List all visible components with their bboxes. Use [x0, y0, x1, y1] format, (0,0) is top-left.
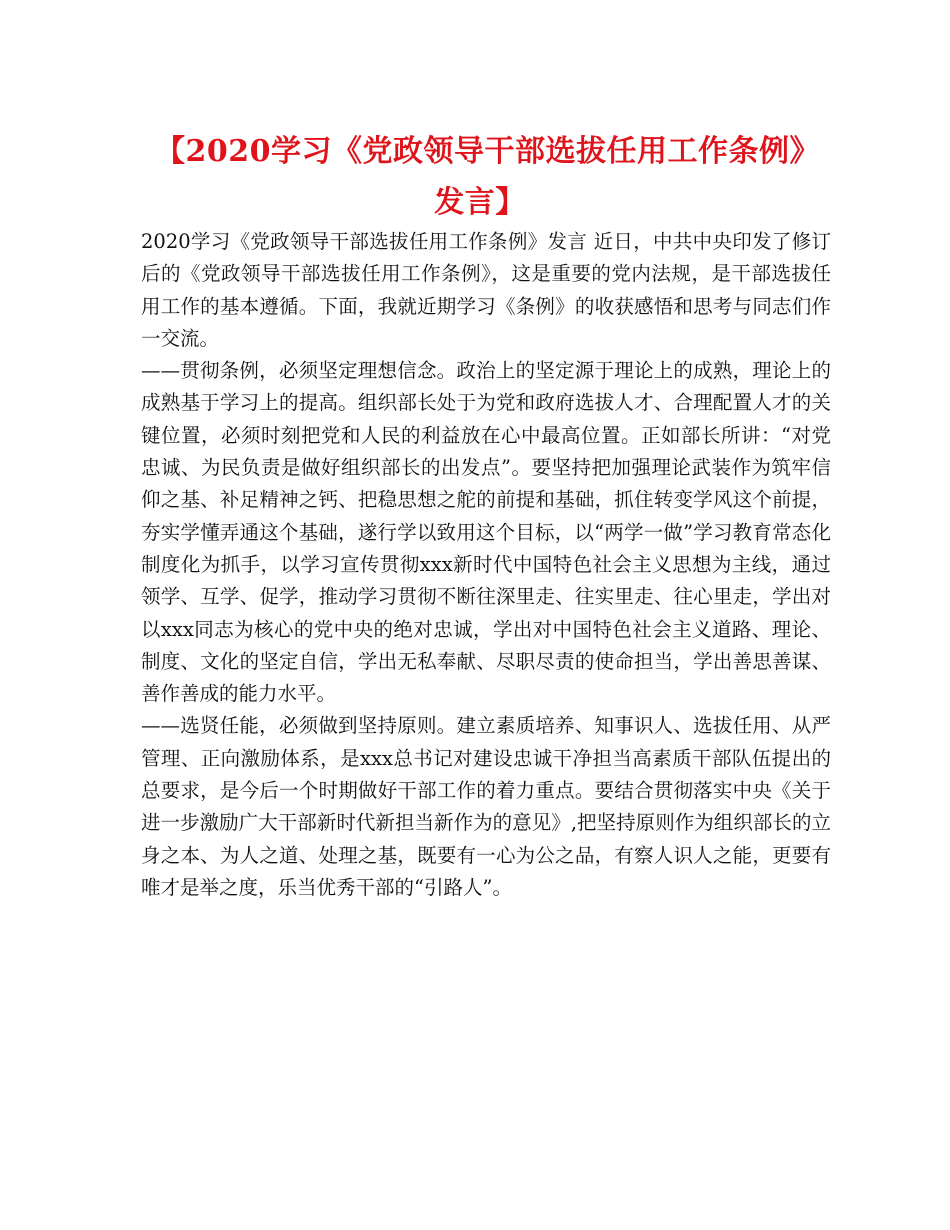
body-paragraph-principles: ——选贤任能，必须做到坚持原则。建立素质培养、知事识人、选拔任用、从严管理、正向激励体系，是xxx总书记对建设忠诚干净担当高素质干部队伍提出的总要求，是今后一个时期做好干部工作的着力重点。要结合贯彻落实中央《关于进一步激励广大干部新时代新担当新作为的意见》,把坚持原则作为组织部长的立身之本、为人之道、处理之基，既要有一心为公之品，有察人识人之能，更要有唯才是举之度，乐当优秀干部的“引路人”。: [141, 714, 831, 899]
document-body: [141, 226, 831, 904]
body-paragraph-ideals: ——贯彻条例，必须坚定理想信念。政治上的坚定源于理论上的成熟，理论上的成熟基于学习上的提高。组织部长处于为党和政府选拔人才、合理配置人才的关键位置，必须时刻把党和人民的利益放在心中最高位置。正如部长所讲：“对党忠诚、为民负责是做好组织部长的出发点”。要坚持把加强理论武装作为筑牢信仰之基、补足精神之钙、把稳思想之舵的前提和基础，抓住转变学风这个前提，夯实学懂弄通这个基础，遂行学以致用这个目标，以“两学一做”学习教育常态化制度化为抓手，以学习宣传贯彻xxx新时代中国特色社会主义思想为主线，通过领学、互学、促学，推动学习贯彻不断往深里走、往实里走、往心里走，学出对以xxx同志为核心的党中央的绝对忠诚，学出对中国特色社会主义道路、理论、制度、文化的坚定自信，学出无私奉献、尽职尽责的使命担当，学出善思善谋、善作善成的能力水平。: [141, 359, 831, 706]
body-paragraph-intro: 2020学习《党政领导干部选拔任用工作条例》发言 近日，中共中央印发了修订后的《党政领导干部选拔任用工作条例》，这是重要的党内法规，是干部选拔任用工作的基本遵循。下面，我就近期学习《条例》的收获感悟和思考与同志们作一交流。: [141, 230, 831, 350]
document-title: 【2020学习《党政领导干部选拔任用工作条例》发言】: [155, 134, 805, 220]
